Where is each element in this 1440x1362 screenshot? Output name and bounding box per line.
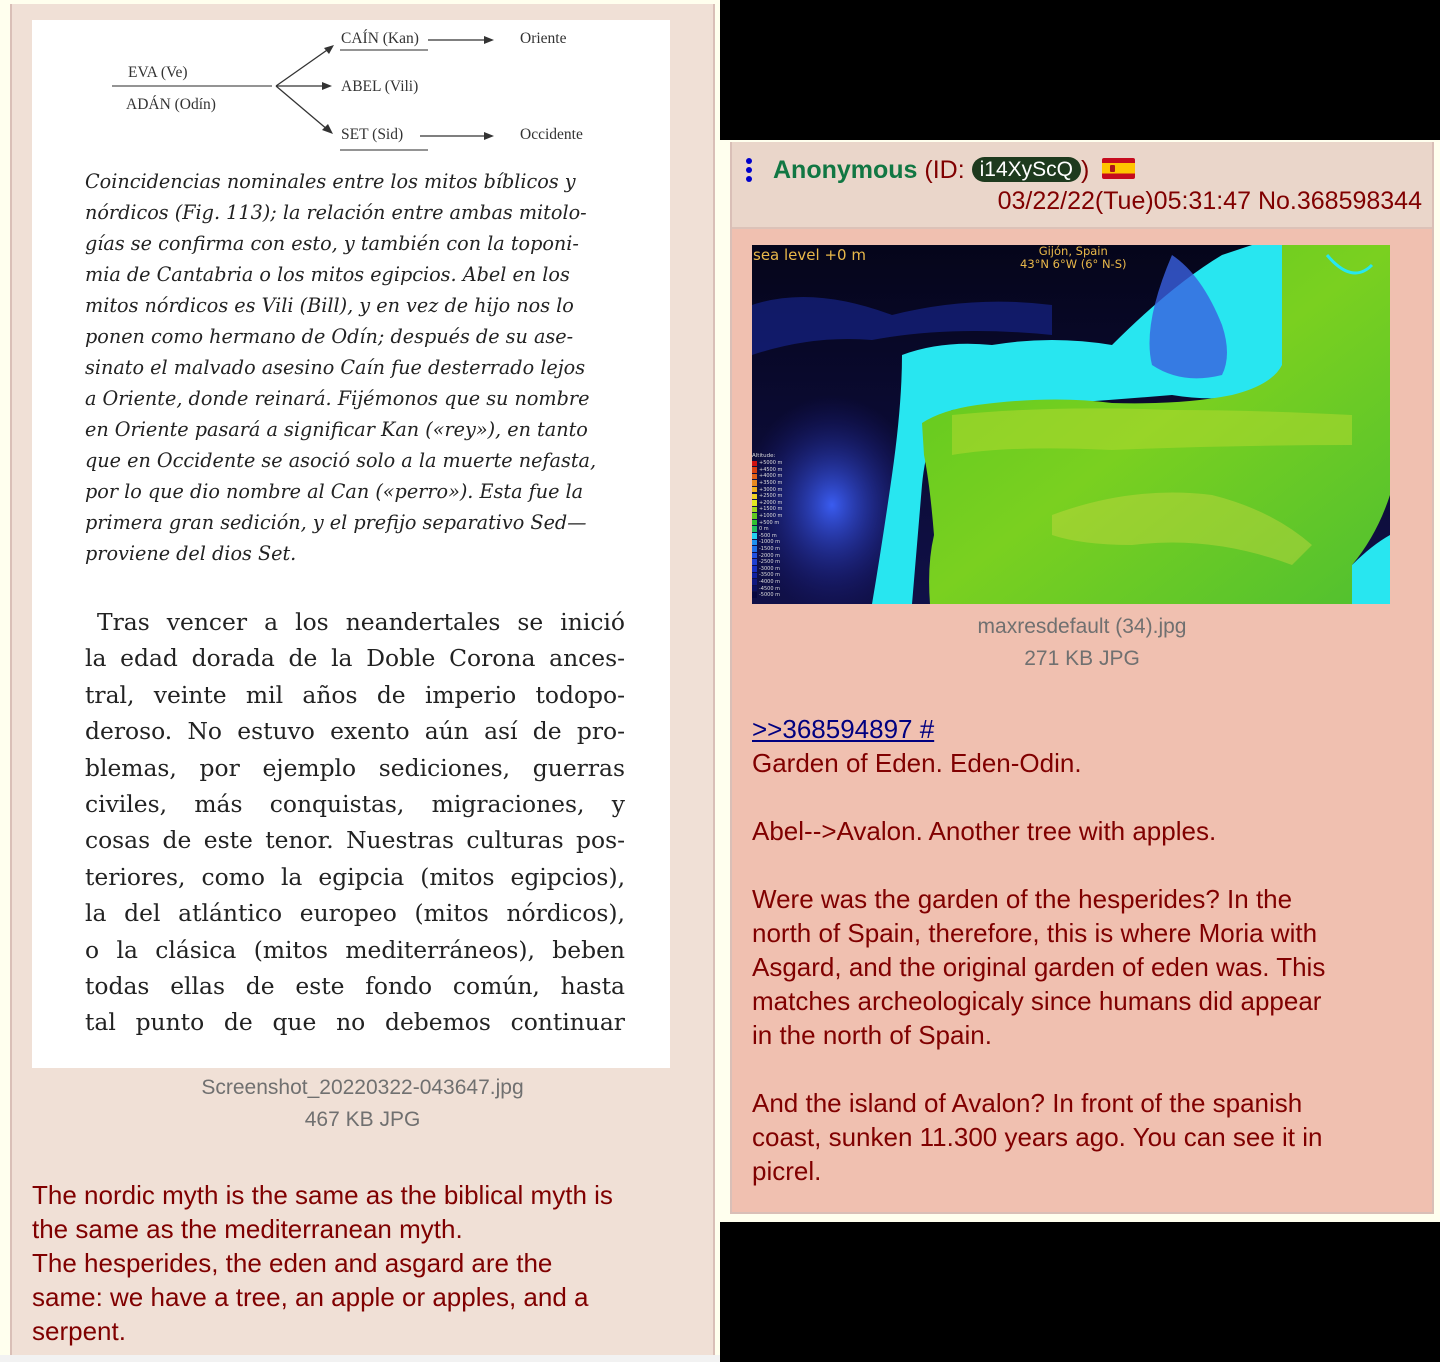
vertical-ellipsis-icon[interactable]	[746, 158, 754, 186]
body-line: la edad dorada de la Doble Corona ances-	[85, 644, 625, 673]
legend-swatch	[752, 513, 757, 519]
legend-label: -2000 m	[759, 552, 780, 559]
legend-label: +500 m	[759, 519, 780, 526]
arrow-to-cain	[276, 48, 330, 86]
legend-swatch	[752, 500, 757, 506]
legend-row	[752, 572, 792, 579]
caption-line: a Oriente, donde reinará. Fijémonos que su nombre	[85, 387, 590, 410]
legend-label: +4000 m	[759, 473, 783, 480]
legend-row	[752, 579, 792, 586]
caption-line: por lo que dio nombre al Can («perro»). Esta fue la	[85, 480, 584, 503]
body-line: Tras vencer a los neandertales se inició	[97, 608, 625, 636]
post-header	[732, 142, 1432, 229]
poster-id-badge[interactable]: i14XyScQ	[972, 157, 1081, 182]
comment-line: Asgard, and the original garden of eden was. This	[752, 952, 1326, 982]
legend-swatch	[752, 533, 757, 539]
caption-line: en Oriente pasará a significar Kan («rey»), en tanto	[85, 418, 588, 441]
comment-line: Abel-->Avalon. Another tree with apples.	[752, 816, 1217, 846]
attachment-filesize: 467 KB JPG	[304, 1108, 421, 1131]
legend-label: +1500 m	[759, 506, 783, 513]
comment-line: The nordic myth is the same as the biblical myth is	[32, 1180, 613, 1210]
left-post	[10, 4, 715, 1355]
diagram-adan: ADÁN (Odín)	[126, 96, 216, 113]
comment-line: the same as the mediterranean myth.	[32, 1214, 463, 1244]
legend-label: +2000 m	[759, 499, 783, 506]
body-line: cosas de este tenor. Nuestras culturas pos-	[85, 826, 625, 855]
post-comment	[752, 712, 1422, 1188]
legend-row	[752, 546, 792, 553]
figure-caption	[85, 166, 625, 569]
legend-row	[752, 473, 792, 480]
legend-label: +5000 m	[759, 460, 783, 467]
legend-label: -4000 m	[759, 578, 780, 585]
body-line: tal punto de que no debemos continuar	[85, 1008, 625, 1037]
legend-swatch	[752, 487, 757, 493]
legend-swatch	[752, 553, 757, 559]
legend-label: +1000 m	[759, 513, 783, 520]
body-line: tral, veinte mil años de imperio todopo-	[85, 680, 625, 709]
legend-label: -500 m	[759, 532, 777, 539]
comment-line: serpent.	[32, 1316, 126, 1346]
legend-swatch	[752, 546, 757, 552]
legend-label: +3500 m	[759, 480, 783, 487]
post-comment	[32, 1178, 712, 1348]
black-region-top	[720, 0, 1440, 140]
bottom-strip	[0, 1355, 720, 1362]
body-line: o la clásica (mitos mediterráneos), beben	[85, 935, 625, 964]
diagram-set: SET (Sid)	[341, 126, 404, 143]
map-location-name: Gijón, Spain	[1038, 245, 1108, 258]
map-image	[752, 245, 1390, 604]
body-line: blemas, por ejemplo sediciones, guerras	[85, 753, 625, 782]
post-number[interactable]: No.368598344	[1257, 187, 1422, 215]
caption-line: proviene del dios Set.	[85, 542, 297, 565]
legend-label: +3000 m	[759, 486, 783, 493]
comment-line: same: we have a tree, an apple or apples, and a	[32, 1282, 589, 1312]
legend-label: -4500 m	[759, 585, 780, 592]
map-location	[1020, 245, 1126, 271]
legend-title: Altitude:	[752, 453, 776, 459]
right-post	[730, 142, 1434, 1214]
legend-swatch	[752, 461, 757, 467]
post-datetime: 03/22/22(Tue)05:31:47	[997, 187, 1251, 215]
legend-swatch	[752, 559, 757, 565]
legend-label: -5000 m	[759, 592, 780, 599]
arrowhead-occidente	[484, 132, 494, 140]
caption-line: que en Occidente se asoció solo a la muerte nefasta,	[85, 449, 597, 472]
body-line: deroso. No estuvo exento aún así de pro-	[85, 717, 625, 746]
legend-row	[752, 539, 792, 546]
legend-swatch	[752, 586, 757, 592]
body-line: la del atlántico europeo (mitos nórdicos),	[85, 899, 625, 928]
legend-swatch	[752, 592, 757, 598]
diagram-occidente: Occidente	[520, 126, 583, 143]
poster-name: Anonymous	[773, 156, 918, 184]
legend-swatch	[752, 467, 757, 473]
caption-line: gías se confirma con esto, y también con la toponi-	[85, 232, 579, 255]
id-suffix: )	[1081, 156, 1090, 184]
arrowhead-cain	[324, 45, 334, 54]
legend-row	[752, 486, 792, 493]
comment-line: picrel.	[752, 1156, 822, 1186]
legend-label: +2500 m	[759, 493, 783, 500]
legend-swatch	[752, 507, 757, 513]
black-region-bottom	[720, 1222, 1440, 1362]
poster-info	[773, 156, 1135, 185]
legend-row	[752, 480, 792, 487]
legend-label: -3000 m	[759, 565, 780, 572]
attached-image-map[interactable]	[752, 245, 1390, 604]
legend-row	[752, 519, 792, 526]
comment-line: coast, sunken 11.300 years ago. You can see it in	[752, 1122, 1323, 1152]
comment-line: in the north of Spain.	[752, 1020, 992, 1050]
diagram-cain: CAÍN (Kan)	[341, 30, 419, 47]
diagram-oriente: Oriente	[520, 30, 567, 47]
legend-label: +4500 m	[759, 466, 783, 473]
legend-row	[752, 460, 792, 467]
altitude-legend	[752, 453, 792, 598]
legend-row	[752, 526, 792, 533]
legend-row	[752, 513, 792, 520]
legend-swatch	[752, 520, 757, 526]
legend-swatch	[752, 579, 757, 585]
legend-swatch	[752, 540, 757, 546]
legend-row	[752, 500, 792, 507]
legend-label: -1500 m	[759, 546, 780, 553]
legend-row	[752, 552, 792, 559]
body-line: civiles, más conquistas, migraciones, y	[85, 790, 625, 819]
comment-line: The hesperides, the eden and asgard are the	[32, 1248, 553, 1278]
legend-label: -1000 m	[759, 539, 780, 546]
comment-line: And the island of Avalon? In front of the spanish	[752, 1088, 1303, 1118]
comment-line: Garden of Eden. Eden-Odin.	[752, 748, 1082, 778]
quote-link[interactable]: >>368594897 #	[752, 714, 935, 744]
comment-line: north of Spain, therefore, this is where Moria with	[752, 918, 1318, 948]
attachment-filesize: 271 KB JPG	[1024, 647, 1140, 670]
legend-row	[752, 559, 792, 566]
attachment-filename[interactable]: Screenshot_20220322-043647.jpg	[201, 1076, 524, 1099]
caption-line: sinato el malvado asesino Caín fue desterrado lejos	[85, 356, 586, 379]
attachment-filename[interactable]: maxresdefault (34).jpg	[977, 615, 1187, 638]
caption-line: Coincidencias nominales entre los mitos bíblicos y	[85, 170, 576, 193]
caption-line: ponen como hermano de Odín; después de su ase-	[85, 325, 574, 348]
legend-swatch	[752, 494, 757, 500]
caption-line: mitos nórdicos es Vili (Bill), y en vez de hijo nos lo	[85, 294, 574, 317]
arrowhead-abel	[322, 82, 332, 90]
comment-line: matches archeologicaly since humans did appear	[752, 986, 1322, 1016]
id-prefix: (ID:	[924, 156, 972, 184]
spain-flag-icon	[1102, 158, 1135, 179]
legend-swatch	[752, 566, 757, 572]
legend-swatch	[752, 480, 757, 486]
attached-image-book-page[interactable]	[32, 20, 670, 1068]
map-coordinates: 43°N 6°W (6° N-S)	[1020, 257, 1127, 271]
legend-swatch	[752, 573, 757, 579]
legend-row	[752, 467, 792, 474]
caption-line: nórdicos (Fig. 113); la relación entre ambas mitolo-	[85, 201, 587, 224]
comment-line: Were was the garden of the hesperides? In the	[752, 884, 1293, 914]
body-line: teriores, como la egipcia (mitos egipcios),	[85, 862, 625, 891]
arrow-to-set	[276, 86, 328, 130]
legend-row	[752, 506, 792, 513]
arrowhead-oriente	[484, 36, 494, 44]
legend-row	[752, 566, 792, 573]
caption-line: primera gran sedición, y el prefijo separativo Sed—	[85, 511, 587, 534]
legend-row	[752, 533, 792, 540]
legend-row	[752, 592, 792, 599]
legend-swatch	[752, 526, 757, 532]
legend-label: 0 m	[759, 526, 769, 533]
caption-line: mia de Cantabria o los mitos egipcios. Abel en los	[85, 263, 570, 286]
body-line: todas ellas de este fondo común, hasta	[85, 972, 625, 1001]
legend-label: -3500 m	[759, 572, 780, 579]
legend-swatch	[752, 474, 757, 480]
legend-label: -2500 m	[759, 559, 780, 566]
post-meta	[998, 187, 1422, 216]
legend-row	[752, 493, 792, 500]
legend-row	[752, 585, 792, 592]
genealogy-diagram	[32, 20, 670, 170]
map-sea-level: sea level +0 m	[753, 246, 866, 264]
diagram-abel: ABEL (Vili)	[341, 78, 419, 95]
diagram-eva: EVA (Ve)	[128, 64, 188, 81]
book-body-text	[85, 604, 625, 1041]
